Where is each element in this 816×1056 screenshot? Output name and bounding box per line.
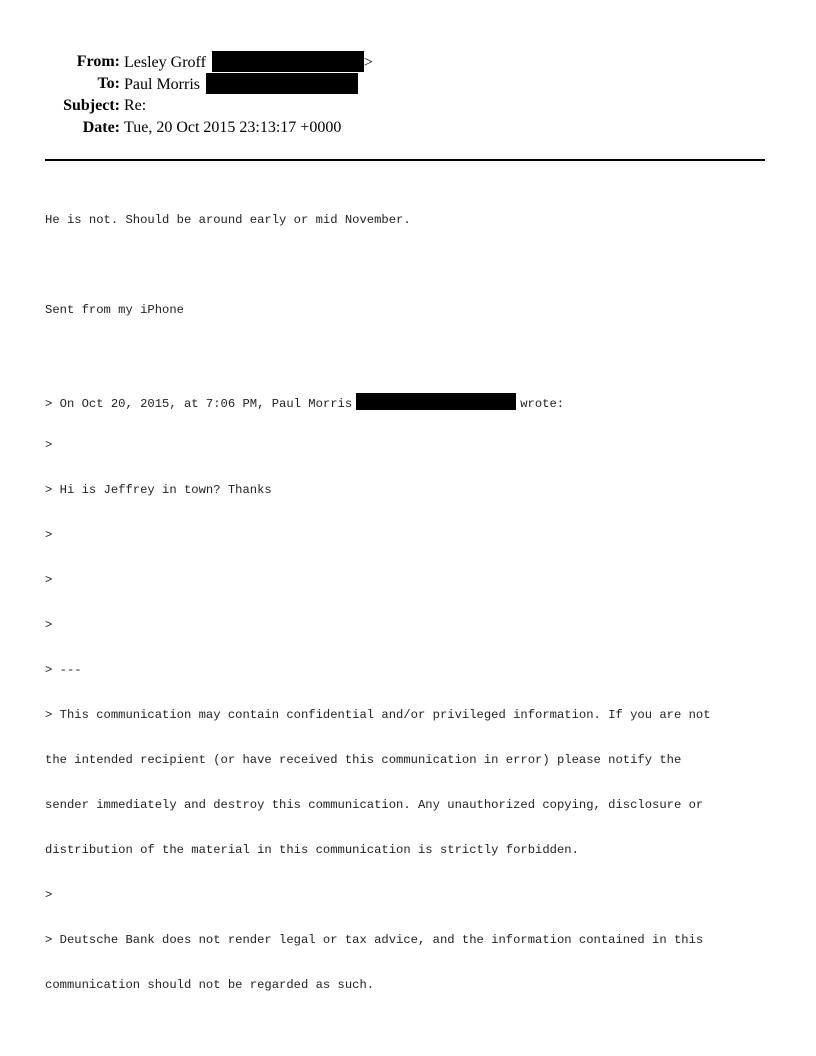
redacted-email-to [206, 73, 358, 94]
disclaimer-line: > This communication may contain confidential and/or privileged information. If you are not [45, 708, 711, 722]
body-line: He is not. Should be around early or mid November. [45, 213, 411, 227]
body-line: > [45, 888, 53, 902]
email-header [0, 51, 816, 139]
header-divider [45, 159, 765, 161]
date-value: Tue, 20 Oct 2015 23:13:17 +0000 [124, 119, 342, 136]
body-line: Sent from my iPhone [45, 303, 184, 317]
body-line: > [45, 573, 53, 587]
disclaimer-line: communication should not be regarded as such. [45, 978, 375, 992]
email-body [45, 183, 770, 1008]
body-line: > Hi is Jeffrey in town? Thanks [45, 483, 272, 497]
from-row [0, 51, 816, 73]
date-row [0, 117, 816, 139]
to-label: To: [97, 75, 120, 92]
redacted-email-from [212, 51, 364, 72]
date-label: Date: [82, 119, 120, 136]
to-value [124, 73, 358, 96]
from-close-bracket: > [363, 54, 373, 71]
disclaimer-line: > Deutsche Bank does not render legal or tax advice, and the information contained in this [45, 933, 704, 947]
to-name: Paul Morris [124, 76, 200, 93]
body-line: > [45, 618, 53, 632]
quoted-header-text: > On Oct 20, 2015, at 7:06 PM, Paul Morris [45, 397, 353, 411]
subject-row [0, 95, 816, 117]
disclaimer-line: the intended recipient (or have received this communication in error) please notify the [45, 753, 682, 767]
quoted-header-line [45, 393, 770, 411]
body-line [45, 258, 770, 273]
body-line: > --- [45, 663, 82, 677]
body-line: > [45, 528, 53, 542]
from-label: From: [76, 53, 120, 70]
disclaimer-line: sender immediately and destroy this communication. Any unauthorized copying, disclosure or [45, 798, 704, 812]
from-value [124, 51, 373, 74]
subject-label: Subject: [63, 97, 120, 114]
from-name: Lesley Groff [124, 54, 206, 71]
body-line [45, 348, 770, 363]
redacted-email-quote [356, 393, 516, 410]
body-line: > [45, 438, 53, 452]
to-row [0, 73, 816, 95]
subject-value: Re: [124, 97, 147, 114]
quoted-header-wrote: wrote: [520, 397, 565, 411]
disclaimer-line: distribution of the material in this communication is strictly forbidden. [45, 843, 579, 857]
